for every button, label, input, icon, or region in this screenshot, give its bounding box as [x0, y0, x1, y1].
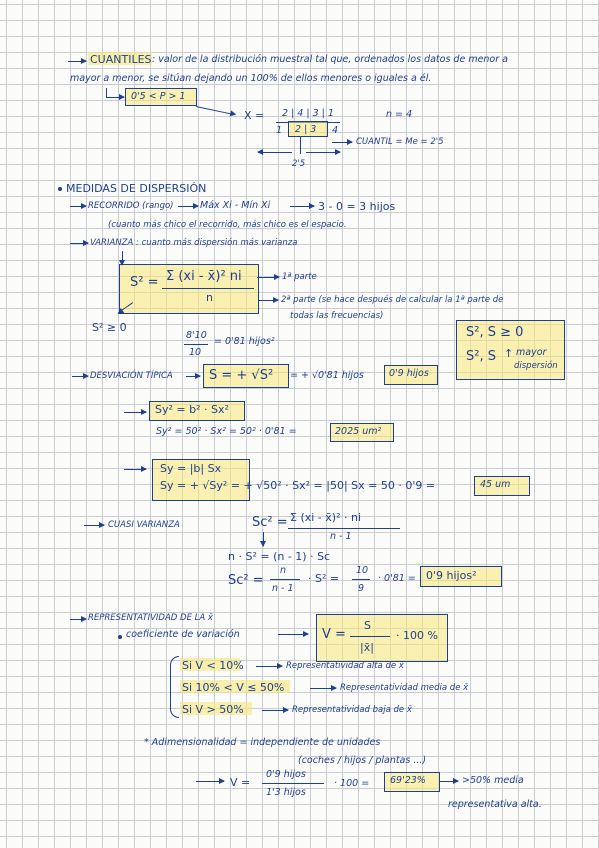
representatividad-arrow: [70, 619, 86, 620]
coef-formula-right: · 100 %: [396, 629, 438, 642]
properties-line-4: dispersión: [514, 361, 558, 371]
cuasi-formula-num: Σ (xi - x̄)² · ni: [290, 511, 361, 524]
cuasi-calc-num: n: [280, 565, 287, 576]
example-conclusion-1: >50% media: [462, 775, 524, 786]
properties-line-1: S², S ≥ 0: [466, 325, 524, 340]
recorrido-formula-arrow: [178, 206, 198, 207]
coef-label: coeficiente de variación: [126, 629, 240, 640]
cuasi-label: CUASI VARIANZA: [108, 520, 180, 530]
cuasi-relation: n · S² = (n - 1) · Sc: [228, 550, 331, 563]
example-num: 0'9 hijos: [266, 769, 306, 780]
case-1-arrow: [256, 666, 282, 667]
coef-arrow: [278, 634, 308, 635]
cuasi-calc-den: n - 1: [272, 583, 294, 594]
desviacion-label: DESVIACIÓN TÍPICA: [90, 371, 173, 381]
sy2-calc: Sy² = 50² · Sx² = 50² · 0'81 =: [156, 426, 297, 437]
varianza-formula-left: S² =: [130, 275, 159, 290]
calc-fraction-bar: [184, 344, 208, 345]
coef-formula-left: V =: [322, 627, 346, 642]
cuasi-down-arrow: [263, 532, 264, 546]
sy-formula: Sy = |b| Sx: [160, 462, 222, 475]
x-label: X =: [244, 109, 265, 122]
cuantiles-pointer-arrow: [68, 61, 86, 62]
example-den: 1'3 hijos: [266, 787, 306, 798]
example-conclusion-arrow: [440, 781, 458, 782]
sy2-formula: Sy² = b² · Sx²: [155, 403, 229, 416]
cuasi-result: 0'9 hijos²: [426, 569, 477, 582]
varianza-down-arrow: [122, 251, 123, 265]
sy-calc: Sy = + √Sy² = + √50² · Sx² = |50| Sx = 50 · 0'9 =: [160, 479, 436, 492]
varianza-arrow: [70, 243, 88, 244]
case-2-arrow: [310, 688, 336, 689]
cuantiles-definition-2: mayor a menor, se sitúan dejando un 100% de ellos menores o iguales a él.: [70, 73, 432, 84]
case-1-condition: Si V < 10%: [182, 659, 244, 672]
case-3-condition: Si V > 50%: [182, 703, 244, 716]
recorrido-note: (cuanto más chico el recorrido, más chico es el espacio.: [108, 220, 347, 230]
recorrido-label: RECORRIDO (rango): [88, 201, 174, 211]
example-fraction-bar: [262, 783, 324, 784]
coef-bullet: [118, 635, 122, 639]
parte-1-arrow: [257, 277, 279, 278]
case-2-condition: Si 10% < V ≤ 50%: [182, 681, 285, 694]
x-values: 2 | 4 | 3 | 1: [282, 108, 334, 119]
calc-result: = 0'81 hijos²: [214, 336, 275, 347]
x-sorted-tail: 4: [332, 125, 339, 136]
recorrido-result: 3 - 0 = 3 hijos: [318, 200, 396, 213]
sy2-result: 2025 um²: [335, 426, 382, 437]
cuasi-calc-den2: 9: [358, 583, 365, 594]
cuantil-text: CUANTIL = Me = 2'5: [356, 137, 444, 147]
coef-formula-den: |x̄|: [360, 641, 374, 654]
cuantil-arrow: [332, 142, 352, 143]
cuasi-formula-left: Sc² =: [252, 515, 288, 530]
varianza-label: VARIANZA: [90, 238, 134, 248]
adimensionalidad-line-2: (coches / hijos / plantas ...): [298, 755, 427, 766]
cuasi-calc-bar-2: [352, 579, 370, 580]
median-right-arrow: [306, 152, 340, 153]
recorrido-result-arrow: [290, 206, 314, 207]
varianza-formula-num: Σ (xi - x̄)² ni: [166, 269, 242, 284]
range-to-x-arrow: [196, 106, 235, 116]
x-sorted-lead: 1: [276, 125, 283, 136]
adimensionalidad-line-1: * Adimensionalidad = independiente de unidades: [144, 737, 381, 748]
case-2-result: Representatividad media de x̄: [340, 683, 469, 693]
range-text: 0'5 < P > 1: [131, 91, 186, 102]
example-arrow: [196, 781, 224, 782]
example-mid: · 100 =: [334, 778, 370, 789]
varianza-formula-den: n: [206, 291, 213, 304]
median-value: 2'5: [292, 159, 306, 169]
example-conclusion-2: representativa alta.: [448, 799, 542, 810]
cuasi-calc-end: · 0'81 =: [378, 573, 416, 584]
desviacion-arrow: [72, 376, 88, 377]
desviacion-formula-arrow: [186, 376, 200, 377]
cuasi-formula-den: n - 1: [330, 531, 352, 542]
example-left: V =: [230, 776, 251, 789]
cuasi-calc-mid: · S² =: [308, 572, 340, 585]
case-3-result: Representatividad baja de x̄: [292, 705, 412, 715]
cuasi-calc-left: Sc² =: [228, 573, 264, 588]
s2-geq: S² ≥ 0: [92, 321, 127, 334]
dispersion-bullet: [58, 187, 62, 191]
desviacion-result: 0'9 hijos: [389, 368, 429, 379]
representatividad-heading: REPRESENTATIVIDAD DE LA x̄: [88, 613, 213, 623]
parte-2-arrow: [258, 300, 278, 301]
calc-num: 8'10: [186, 330, 207, 341]
desviacion-calc: = + √0'81 hijos: [290, 370, 364, 381]
n-label: n = 4: [386, 109, 413, 120]
dispersion-heading: MEDIDAS DE DISPERSIÓN: [66, 182, 207, 195]
coef-formula-num: S: [364, 619, 371, 632]
cases-brace: [170, 656, 179, 718]
varianza-def: : cuanto más dispersión más varianza: [136, 238, 298, 248]
case-3-arrow: [262, 710, 288, 711]
varianza-fraction-bar: [162, 288, 254, 289]
coef-fraction-bar: [350, 636, 390, 637]
case-1-result: Representatividad alta de x̄: [286, 661, 404, 671]
parte-2b-text: todas las frecuencias): [290, 311, 384, 321]
recorrido-formula: Máx Xi - Mín Xi: [200, 200, 271, 211]
cuasi-calc-num2: 10: [356, 565, 369, 576]
cuasi-arrow: [84, 525, 104, 526]
cuasi-calc-bar-1: [270, 579, 300, 580]
properties-line-2: S², S: [466, 349, 496, 364]
parte-2-text: 2ª parte (se hace después de calcular la 1ª parte de: [281, 295, 504, 305]
properties-up-arrow-icon: ↑: [504, 347, 514, 360]
cuasi-fraction-bar: [288, 528, 400, 529]
median-tick: [300, 137, 301, 154]
sy-result: 45 um: [480, 479, 511, 490]
calc-den: 10: [189, 347, 202, 358]
recorrido-arrow: [70, 206, 86, 207]
x-sorted-mid: 2 | 3: [295, 124, 317, 135]
parte-1-text: 1ª parte: [282, 272, 317, 282]
properties-line-3: mayor: [516, 347, 547, 358]
range-arrow: [106, 97, 124, 98]
median-left-arrow: [258, 152, 292, 153]
cuantiles-heading: CUANTILES: [90, 53, 152, 66]
example-result: 69'23%: [390, 775, 426, 786]
sy2-arrow: [124, 412, 146, 413]
cuantiles-definition-1: : valor de la distribución muestral tal que, ordenados los datos de menor a: [152, 54, 508, 65]
desviacion-formula: S = + √S²: [209, 368, 274, 383]
sy-arrow: [124, 469, 146, 470]
